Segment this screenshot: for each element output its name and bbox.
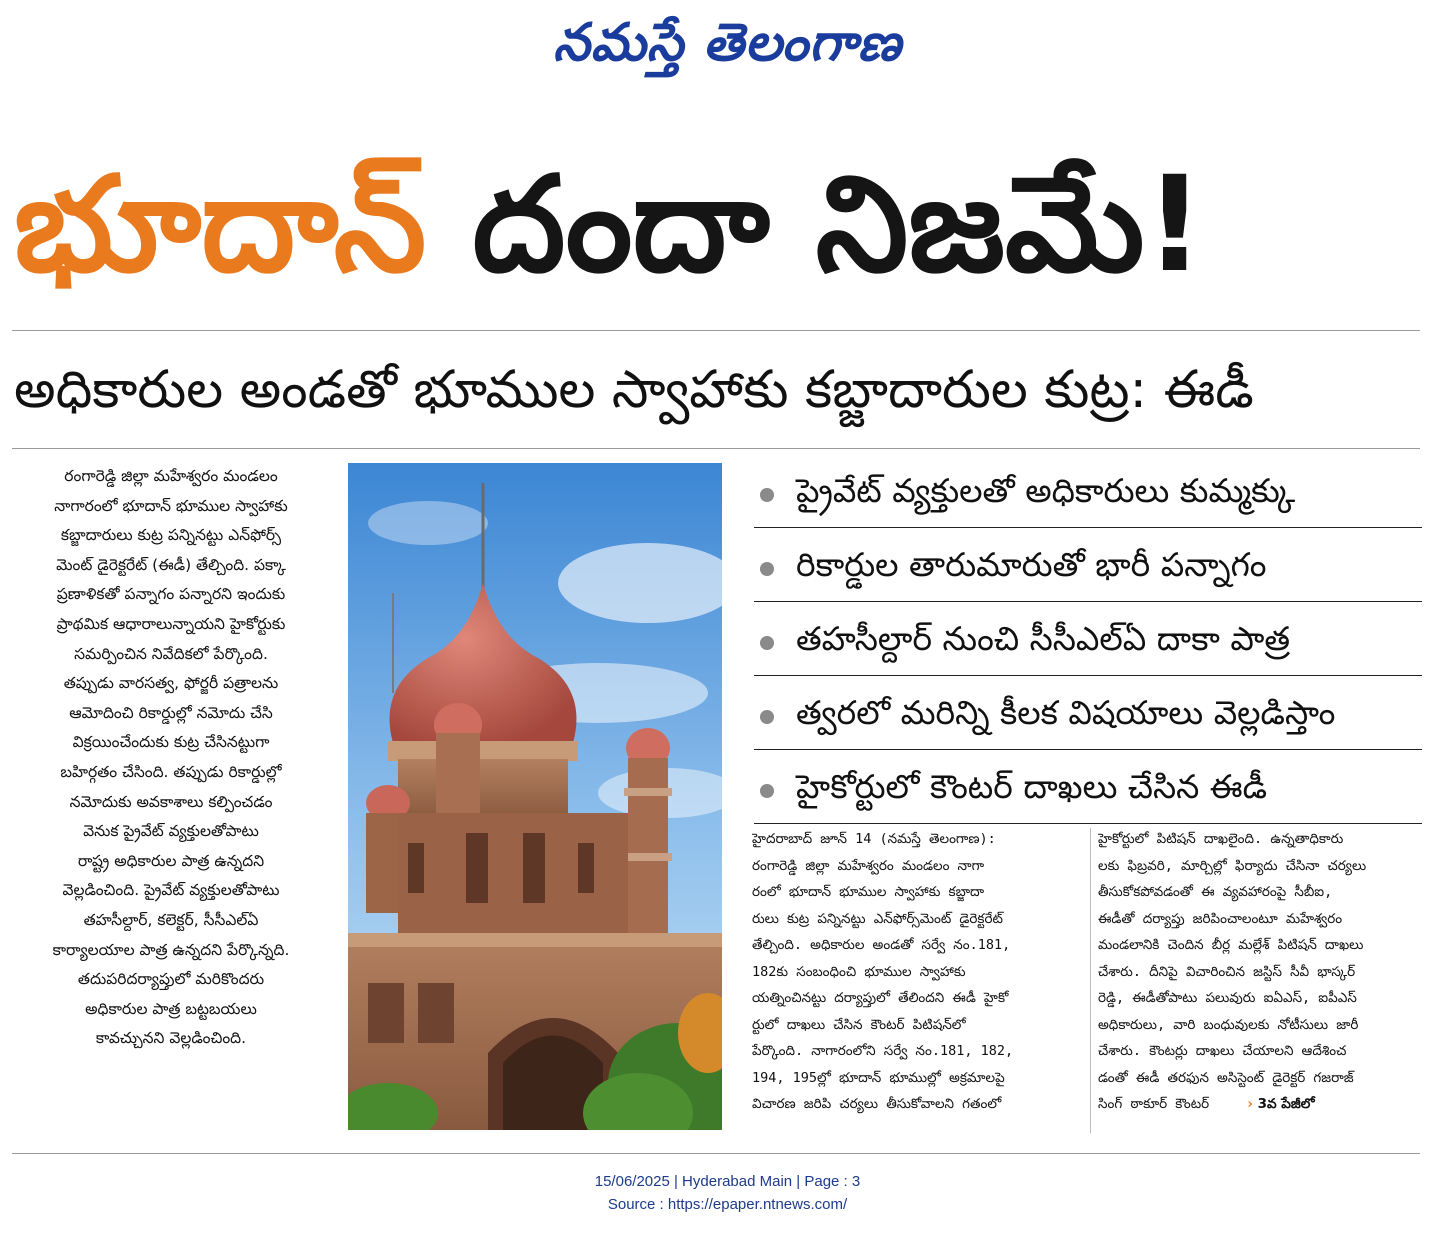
divider-top xyxy=(12,330,1420,331)
headline xyxy=(14,130,1444,320)
footer-divider xyxy=(12,1153,1420,1154)
highlight-item: ప్రైవేట్ వ్యక్తులతో అధికారులు కుమ్మక్కు xyxy=(754,462,1422,528)
masthead-logo: నమస్తే తెలంగాణ xyxy=(553,12,902,73)
story-column-1: హైదరాబాద్ జూన్ 14 (నమస్తే తెలంగాణ): రంగారెడ్డి జిల్లా మహేశ్వరం మండలం నాగా రంలో భూదాన్ భూముల స్వాహాకు కబ్జాదా రులు కుట్ర పన్నినట్టు ఎన్‌ఫోర్స్‌మెంట్ డైరెక్టరేట్ తేల్చింది. అధికారుల అండతో సర్వే నం.181, 182కు సంబంధించి భూముల స్వాహాకు యత్నించినట్టు దర్యాప్తులో తేలిందని ఈడీ హైకో ర్టులో దాఖలు చేసిన కౌంటర్ పిటిషన్‌లో పేర్కొంది. నాగారంలోని సర్వే నం.181, 182, 194, 195ల్లో భూదాన్ భూముల్లో అక్రమాలపై విచారణ జరిపి చర్యలు తీసుకోవాలని గతంలో xyxy=(752,831,1014,1112)
bullet-dot-icon xyxy=(760,488,774,502)
footer-edition-info: 15/06/2025 | Hyderabad Main | Page : 3 xyxy=(594,1173,861,1190)
bullet-dot-icon xyxy=(760,710,774,724)
footer xyxy=(0,1170,1455,1216)
divider-bottom xyxy=(12,448,1420,449)
headline-rest: దందా నిజమే! xyxy=(472,148,1205,302)
highlight-item: తహసీల్దార్ నుంచి సీసీఎల్‌ఏ దాకా పాత్ర xyxy=(754,610,1422,676)
headline-highlight: భూదాన్ xyxy=(14,148,427,302)
highlights-list xyxy=(754,462,1422,820)
column-separator xyxy=(1090,828,1091,1133)
high-court-building-illustration xyxy=(348,463,722,1130)
highlight-item: రికార్డుల తారుమారుతో భారీ పన్నాగం xyxy=(754,536,1422,602)
bullet-dot-icon xyxy=(760,784,774,798)
continued-on-page-link[interactable]: › 3వ పేజీలో xyxy=(1247,1096,1315,1112)
highlight-item: త్వరలో మరిన్ని కీలక విషయాలు వెల్లడిస్తాం xyxy=(754,684,1422,750)
subheadline: అధికారుల అండతో భూముల స్వాహాకు కబ్జాదారుల కుట్ర: ఈడీ xyxy=(14,360,1254,420)
footer-source: Source : https://epaper.ntnews.com/ xyxy=(607,1196,848,1213)
high-court-photo xyxy=(348,463,722,1130)
bullet-dot-icon xyxy=(760,636,774,650)
bullet-dot-icon xyxy=(760,562,774,576)
highlight-item: హైకోర్టులో కౌంటర్ దాఖలు చేసిన ఈడీ xyxy=(754,758,1422,824)
story-column-2: హైకోర్టులో పిటిషన్ దాఖలైంది. ఉన్నతాధికారు లకు ఫిబ్రవరి, మార్చిల్లో ఫిర్యాదు చేసినా చర్యలు తీసుకోకపోవడంతో ఈ వ్యవహారంపై సీబీఐ, ఈడీతో దర్యాప్తు జరిపించాలంటూ మహేశ్వరం మండలానికి చెందిన బీర్ల మల్లేశ్ పిటిషన్ దాఖలు చేశారు. దీనిపై విచారించిన జస్టిస్ సీవీ భాస్కర్ రెడ్డి, ఈడీతోపాటు పలువురు ఐఏఎస్, ఐపీఎస్ అధికారులు, వారి బంధువులకు నోటీసులు జారీ చేశారు. కౌంటర్లు దాఖలు చేయాలని ఆదేశించ డంతో ఈడీ తరఫున అసిస్టెంట్ డైరెక్టర్ గజరాజ్ సింగ్ ఠాకూర్ కౌంటర్ › 3వ పేజీలో xyxy=(1098,831,1367,1112)
left-column-text: రంగారెడ్డి జిల్లా మహేశ్వరం మండలం నాగారంలో భూదాన్ భూముల స్వాహాకు కబ్జాదారులు కుట్ర పన్నినట్టు ఎన్‌ఫోర్స్ మెంట్ డైరెక్టరేట్ (ఈడీ) తేల్చింది. పక్కా ప్రణాళికతో పన్నాగం పన్నారని ఇందుకు ప్రాథమిక ఆధారాలున్నాయని హైకోర్టుకు సమర్పించిన నివేదికలో పేర్కొంది. తప్పుడు వారసత్వ, ఫోర్జరీ పత్రాలను ఆమోదించి రికార్డుల్లో నమోదు చేసి విక్రయించేందుకు కుట్ర చేసినట్టుగా బహిర్గతం చేసింది. తప్పుడు రికార్డుల్లో నమోదుకు అవకాశాలు కల్పించడం వెనుక ప్రైవేట్ వ్యక్తులతోపాటు రాష్ట్ర అధికారుల పాత్ర ఉన్నదని వెల్లడించింది. ప్రైవేట్ వ్యక్తులతోపాటు తహసీల్దార్, కలెక్టర్, సీసీఎల్‌ఏ కార్యాలయాల పాత్ర ఉన్నదని పేర్కొన్నది. తదుపరిదర్యాప్తులో మరికొందరు అధికారుల పాత్ర బట్టబయలు కావచ్చునని వెల్లడించింది. xyxy=(52,467,290,1048)
continued-arrow-icon: › xyxy=(1247,1096,1253,1112)
